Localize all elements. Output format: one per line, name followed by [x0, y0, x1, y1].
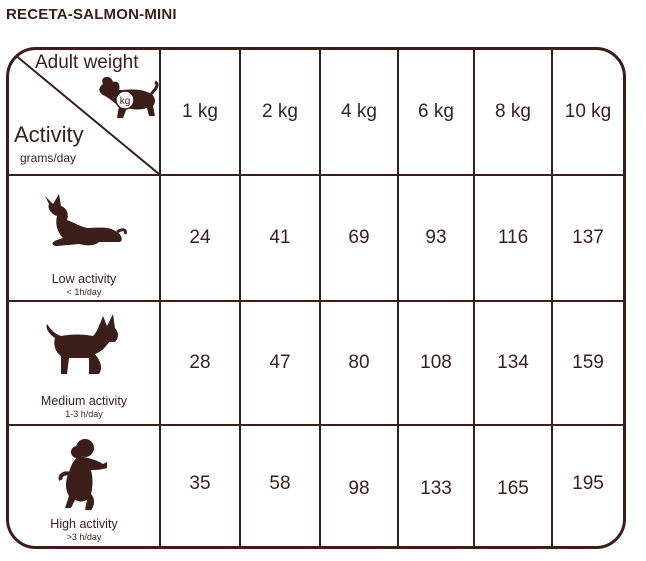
value-cell: 41 — [269, 227, 291, 248]
jumping-dog-icon — [9, 436, 159, 516]
grams-per-day-label: grams/day — [20, 151, 77, 165]
lying-dog-icon — [9, 186, 159, 256]
value-cell: 24 — [189, 227, 211, 248]
value-cell: 116 — [497, 227, 529, 248]
row-header-low-activity — [9, 176, 159, 300]
value-cell: 133 — [420, 478, 452, 499]
value-cell: 165 — [497, 478, 529, 499]
activity-duration: < 1h/day — [66, 287, 102, 297]
row-header-high-activity — [9, 426, 159, 546]
value-cell: 98 — [348, 478, 370, 499]
value-cell: 35 — [189, 473, 211, 494]
activity-duration: >3 h/day — [66, 532, 102, 542]
activity-name: Low activity — [51, 272, 117, 286]
value-cell: 58 — [269, 473, 291, 494]
value-cell: 93 — [425, 227, 447, 248]
value-cell: 195 — [572, 473, 604, 494]
weight-dog-icon — [89, 72, 161, 133]
weight-header-6kg: 6 kg — [418, 101, 454, 122]
weight-header-2kg: 2 kg — [262, 101, 298, 122]
value-cell: 28 — [189, 352, 211, 373]
weight-header-10kg: 10 kg — [564, 101, 612, 122]
weight-header-8kg: 8 kg — [495, 101, 531, 122]
value-cell: 108 — [420, 352, 452, 373]
header-corner-cell — [9, 50, 161, 174]
value-cell: 134 — [497, 352, 529, 373]
feeding-table — [6, 47, 626, 549]
value-cell: 137 — [572, 227, 604, 248]
activity-label: Activity — [14, 122, 84, 147]
value-cell: 80 — [348, 352, 370, 373]
activity-name: Medium activity — [40, 394, 128, 408]
value-cell: 159 — [572, 352, 604, 373]
adult-weight-label: Adult weight — [35, 52, 139, 73]
standing-dog-icon — [9, 312, 159, 382]
weight-header-1kg: 1 kg — [182, 101, 218, 122]
kg-badge: kg — [119, 96, 131, 107]
activity-duration: 1-3 h/day — [65, 409, 103, 419]
value-cell: 47 — [269, 352, 291, 373]
value-cell: 69 — [348, 227, 370, 248]
activity-name: High activity — [50, 517, 118, 531]
weight-header-4kg: 4 kg — [341, 101, 377, 122]
row-header-medium-activity — [9, 302, 159, 424]
document-title: RECETA-SALMON-MINI — [6, 6, 177, 23]
